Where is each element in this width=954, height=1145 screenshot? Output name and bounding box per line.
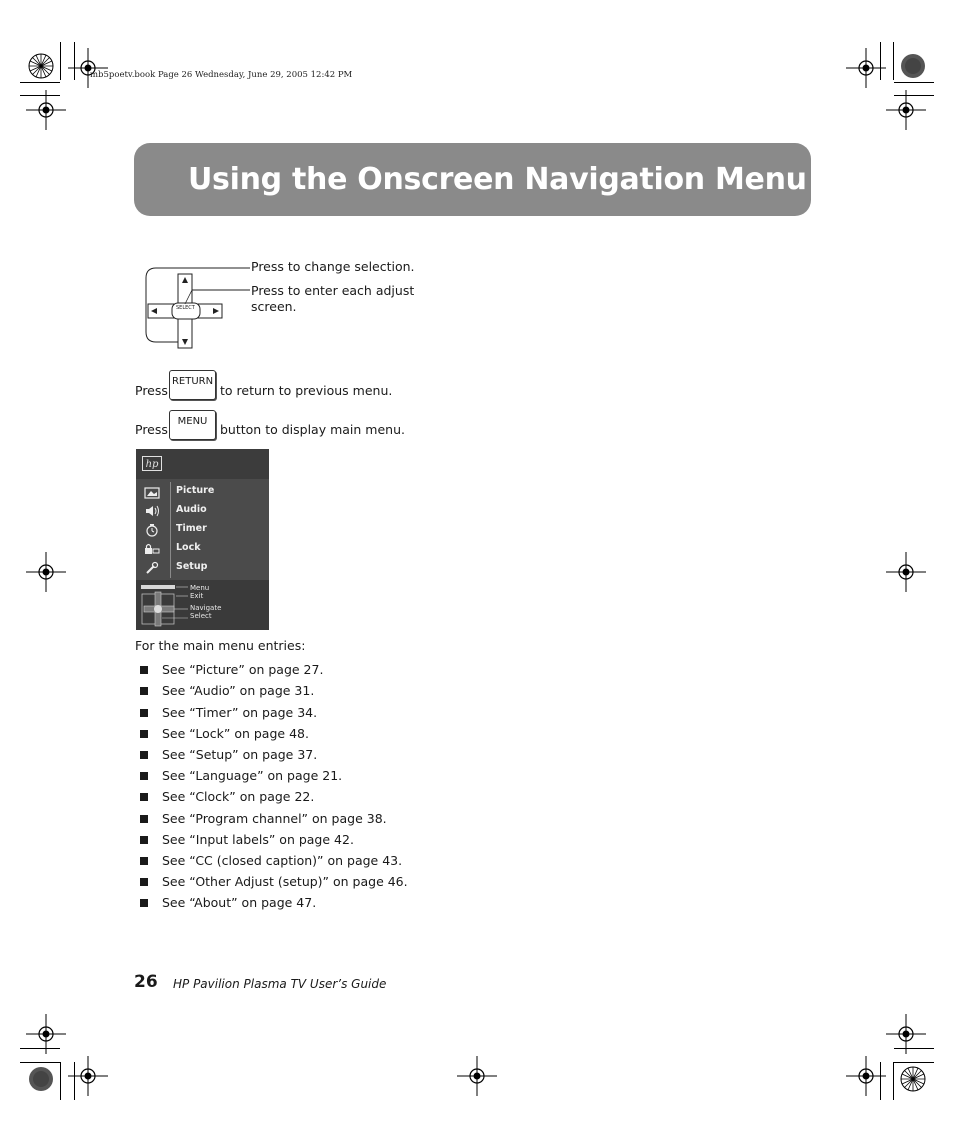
bullet-icon — [140, 857, 148, 865]
crop-line — [20, 82, 60, 83]
guide-title: HP Pavilion Plasma TV User’s Guide — [173, 977, 387, 991]
menu-prefix: Press — [135, 422, 168, 437]
crop-line — [60, 42, 61, 80]
registration-mark-icon — [68, 1056, 108, 1096]
menu-header — [136, 449, 269, 479]
title-banner — [134, 143, 811, 216]
registration-mark-icon — [846, 48, 886, 88]
legend-navigate: Navigate — [190, 604, 222, 612]
registration-mark-icon — [26, 90, 66, 130]
menu-item-setup[interactable]: Setup — [176, 561, 208, 572]
bullet-icon — [140, 815, 148, 823]
registration-mark-icon — [457, 1056, 497, 1096]
bullet-icon — [140, 687, 148, 695]
menu-key-icon — [169, 410, 216, 440]
menu-description: button to display main menu. — [220, 422, 405, 437]
crop-line — [894, 1062, 934, 1063]
menu-item-audio[interactable]: Audio — [176, 504, 207, 515]
legend-menu: Menu — [190, 584, 210, 592]
bullet-icon — [140, 878, 148, 886]
registration-mark-icon — [68, 48, 108, 88]
crop-line — [893, 1062, 894, 1100]
menu-divider — [170, 482, 171, 578]
registration-mark-icon — [886, 552, 926, 592]
return-key-icon — [169, 370, 216, 400]
bullet-icon — [140, 730, 148, 738]
setup-wrench-icon — [144, 561, 160, 575]
return-key-label: RETURN — [171, 376, 214, 387]
bullet-icon — [140, 836, 148, 844]
legend-exit: Exit — [190, 592, 204, 600]
callout-enter-line1: Press to enter each adjust — [251, 283, 415, 298]
crop-line — [893, 42, 894, 80]
registration-mark-icon — [26, 552, 66, 592]
select-key-label: SELECT — [176, 305, 195, 311]
menu-key-label: MENU — [177, 416, 208, 427]
hp-logo-icon — [142, 456, 162, 471]
svg-text:hp: hp — [145, 459, 159, 470]
crop-line — [894, 82, 934, 83]
menu-item-timer[interactable]: Timer — [176, 523, 207, 534]
remote-legend-icon — [140, 584, 188, 628]
rosette-mark-icon — [28, 53, 54, 79]
menu-item-lock[interactable]: Lock — [176, 542, 201, 553]
timer-icon — [144, 523, 160, 537]
page-number: 26 — [134, 972, 158, 992]
return-prefix: Press — [135, 383, 168, 398]
bullet-icon — [140, 772, 148, 780]
registration-mark-icon — [26, 1014, 66, 1054]
entries-intro: For the main menu entries: — [135, 638, 306, 653]
crop-line — [60, 1062, 61, 1100]
registration-mark-icon — [886, 90, 926, 130]
menu-item-picture[interactable]: Picture — [176, 485, 215, 496]
page-title: Using the Onscreen Navigation Menu — [188, 162, 807, 197]
picture-icon — [144, 486, 160, 500]
remote-dpad-diagram — [142, 262, 252, 352]
audio-icon — [144, 504, 160, 518]
rosette-mark-icon — [900, 53, 926, 79]
bullet-icon — [140, 709, 148, 717]
legend-select: Select — [190, 612, 212, 620]
rosette-mark-icon — [28, 1066, 54, 1092]
registration-mark-icon — [886, 1014, 926, 1054]
callout-enter-line2: screen. — [251, 299, 297, 314]
bullet-icon — [140, 793, 148, 801]
print-slug: mb5poetv.book Page 26 Wednesday, June 29, 2005 12:42 PM — [90, 70, 353, 80]
bullet-icon — [140, 666, 148, 674]
callout-change-selection: Press to change selection. — [251, 259, 415, 274]
return-description: to return to previous menu. — [220, 383, 393, 398]
crop-line — [20, 1062, 60, 1063]
registration-mark-icon — [846, 1056, 886, 1096]
rosette-mark-icon — [900, 1066, 926, 1092]
menu-legend — [136, 580, 269, 630]
bullet-icon — [140, 751, 148, 759]
bullet-icon — [140, 899, 148, 907]
lock-icon — [144, 542, 160, 556]
main-menu-screen — [136, 449, 269, 630]
